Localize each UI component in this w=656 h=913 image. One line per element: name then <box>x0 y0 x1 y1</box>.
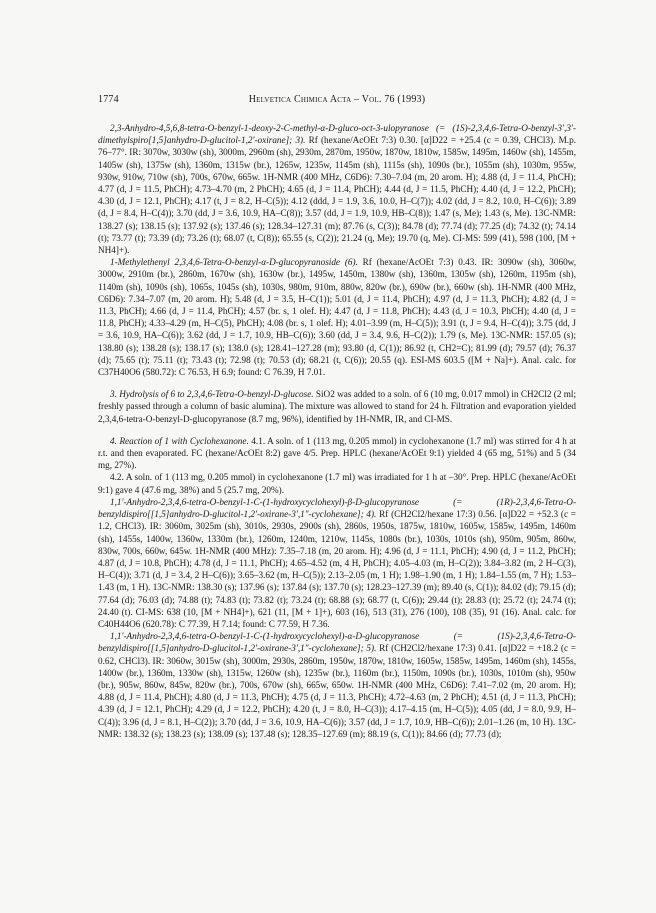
journal-running-title: Helvetica Chimica Acta – Vol. 76 (1993) <box>248 94 426 105</box>
paragraph-section-4-2 <box>98 471 576 495</box>
paragraph-compound-5 <box>98 630 576 740</box>
compound-title: 2,3-Anhydro-4,5,6,8-tetra-O-benzyl-1-deoxy-2-C-methyl-α-D-gluco-oct-3-ulopyranose (= (1S)-2,3,4,6-Tetra-O-benzyl-3′,3′-dimethylspiro[1,5]anhydro-D-glucitol-1,2′-oxirane]; 3). <box>98 123 576 146</box>
paragraph-text: Rf (CH2Cl2/hexane 17:3) 0.56. [α]D22 = +52.3 (c = 1.2, CHCl3). IR: 3060m, 3025m (sh), 3010s, 2930s, 2900s (sh), 2860s, 1950s, 1875w, 1810w, 1605w, 1585w, 1495m, 1460m (sh), 1455s, 1400w, 1360w, 1330m (br.), 1260m, 1240m, 1210w, 1145s, 1080s (br.), 1030s, 1010s (sh), 950m, 905m, 860w, 830w, 700s, 660w, 645w. 1H-NMR (400 MHz): 7.35–7.18 (m, 20 arom. H); 4.96 (d, J = 11.1, PhCH); 4.90 (d, J = 11.2, PhCH); 4.87 (d, J = 10.8, PhCH); 4.78 (d, J = 11.1, PhCH); 4.65–4.52 (m, 4 H, PhCH); 4.05–4.03 (m, H–C(2)); 3.84–3.82 (m, 2 H–C(3), H–C(4)); 3.71 (d, J = 3.4, 2 H–C(6)); 3.65–3.62 (m, H–C(5)); 2.13–2.05 (m, 1 H); 1.98–1.90 (m, 1 H); 1.84–1.55 (m, 7 H); 1.53–1.43 (m, 1 H). 13C-NMR: 138.30 (s); 137.96 (s); 137.84 (s); 137.70 (s); 128.23–127.39 (m); 89.40 (s, C(1)); 84.02 (d); 79.15 (d); 77.64 (d); 76.03 (d); 74.88 (t); 74.83 (t); 73.82 (t); 73.24 (t); 68.88 (s); 68.77 (t, C(6)); 29.44 (t); 28.83 (t); 25.72 (t); 24.74 (t); 24.40 (t). CI-MS: 638 (10, [M + NH4]+), 621 (11, [M + 1]+), 603 (16), 513 (31), 276 (100), 108 (35), 91 (16). Anal. calc. for C40H44O6 (620.78): C 77.39, H 7.14; found: C 77.59, H 7.36. <box>98 509 576 629</box>
paragraph-section-4 <box>98 435 576 472</box>
paragraph-section-3 <box>98 388 576 425</box>
article-body <box>98 122 576 740</box>
paragraph-compound-4 <box>98 496 576 630</box>
section-title: 4. Reaction of 1 with Cyclohexanone. <box>110 435 249 446</box>
paragraph-compound-6 <box>98 256 576 378</box>
compound-title: 1,1′-Anhydro-2,3,4,6-tetra-O-benzyl-1-C-(1-hydroxycyclohexyl)-α-D-glucopyranose (= (1S)-2,3,4,6-Tetra-O-benzyldispiro[[1,5]anhydro-D-glucitol-1,2′-oxirane-3′,1″-cyclohexane]; 5). <box>98 631 576 654</box>
paragraph-text: Rf (CH2Cl2/hexane 17:3) 0.41. [α]D22 = +18.2 (c = 0.62, CHCl3). IR: 3060w, 3015w (sh), 3000m, 2930s, 2860m, 1950w, 1870w, 1810w, 1605w, 1585w, 1495m, 1460m (sh), 1455s, 1400w (br.), 1360m, 1330w (sh), 1315w, 1260w (sh), 1235w (br.), 1160m (br.), 1150m, 1090s (br.), 1030s, 1010m (sh), 950w (br.), 905w, 860w, 845w, 820w (br.), 700s, 670w (sh), 665w, 650w. 1H-NMR (400 MHz, C6D6): 7.41–7.02 (m, 20 arom. H); 4.88 (d, J = 11.4, PhCH); 4.80 (d, J = 11.3, PhCH); 4.75 (d, J = 11.3, PhCH); 4.72–4.63 (m, 2 PhCH); 4.51 (d, J = 11.3, PhCH); 4.39 (d, J = 12.1, PhCH); 4.29 (d, J = 12.2, PhCH); 4.20 (t, J = 8.0, H–C(3)); 4.17–4.15 (m, H–C(5)); 4.05 (dd, J = 8.0, 9.9, H–C(4)); 3.96 (d, J = 8.1, H–C(2)); 3.70 (dd, J = 3.6, 10.9, HA–C(6)); 3.57 (dd, J = 1.7, 10.9, HB–C(6)); 2.01–1.26 (m, 10 H). 13C-NMR: 138.32 (s); 138.23 (s); 138.09 (s); 137.48 (s); 128.35–127.69 (m); 88.19 (s, C(1)); 84.66 (d); 77.73 (d); <box>98 643 576 739</box>
compound-title: 1,1′-Anhydro-2,3,4,6-tetra-O-benzyl-1-C-(1-hydroxycyclohexyl)-β-D-glucopyranose (= (1R)-2,3,4,6-Tetra-O-benzyldispiro[[1,5]anhydro-D-glucitol-1,2′-oxirane-3′,1″-cyclohexane]; 4). <box>98 496 576 520</box>
section-title: 3. Hydrolysis of 6 to 2,3,4,6-Tetra-O-benzyl-D-glucose. <box>110 389 314 400</box>
paragraph-text: Rf (hexane/AcOEt 7:3) 0.43. IR: 3090w (sh), 3060w, 3000w, 2910m (br.), 2860m, 1670w (sh), 1630w (br.), 1495w, 1450m, 1380w (sh), 1360m, 1305w (sh), 1260m, 1195m (sh), 1140m (sh), 1090s (sh), 1065s, 1045s (sh), 1030s, 980m, 910m, 880w, 820w (br.), 690w (br.), 660w (sh). 1H-NMR (400 MHz, C6D6): 7.34–7.07 (m, 20 arom. H); 5.48 (d, J = 3.5, H–C(1)); 5.01 (d, J = 11.4, PhCH); 4.97 (d, J = 11.3, PhCH); 4.82 (d, J = 11.3, PhCH); 4.66 (d, J = 11.4, PhCH); 4.57 (br. s, 1 olef. H); 4.47 (d, J = 11.8, PhCH); 4.43 (d, J = 10.3, PhCH); 4.40 (d, J = 11.8, PhCH); 4.33–4.29 (m, H–C(5), PhCH); 4.08 (br. s, 1 olef. H); 4.01–3.99 (m, H–C(5)); 3.91 (t, J = 9.4, H–C(4)); 3.75 (dd, J = 3.6, 10.9, HA–C(6)); 3.62 (dd, J = 1.7, 10.9, HB–C(6)); 3.60 (dd, J = 3.4, 9.6, H–C(2)); 1.79 (s, Me). 13C-NMR: 157.05 (s); 138.80 (s); 138.28 (s); 138.17 (s); 138.0 (s); 128.41–127.28 (m); 93.80 (d, C(1)); 86.92 (t, CH2=C); 81.99 (d); 79.57 (d); 76.37 (d); 75.65 (t); 75.11 (t); 73.43 (t); 72.98 (t); 70.53 (d); 68.21 (t, C(6)); 20.55 (q). ESI-MS 603.5 ([M + Na]+). Anal. calc. for C37H40O6 (580.72): C 76.53, H 6.9; found: C 76.39, H 7.01. <box>98 257 577 378</box>
paragraph-text: SiO2 was added to a soln. of 6 (10 mg, 0.017 mmol) in CH2Cl2 (2 ml; freshly passed through a column of basic alumina). The mixture was allowed to stand for 24 h. Filtration and evaporation yielded 2,3,4,6-tetra-O-benzyl-D-glucopyranose (8.7 mg, 96%), identified by 1H-NMR, IR, and CI-MS. <box>98 389 576 424</box>
compound-title: 1-Methylethenyl 2,3,4,6-Tetra-O-benzyl-α-D-glucopyranoside (6). <box>110 257 358 268</box>
paragraph-text: Rf (hexane/AcOEt 7:3) 0.30. [α]D22 = +25.4 (c = 0.39, CHCl3). M.p. 76–77°. IR: 3070w, 3030w (sh), 3000m, 2960m (sh), 2930m, 2870m, 1950w, 1870w, 1810w, 1585w, 1495m, 1460w (sh), 1455m, 1405w (sh), 1375w (sh), 1360m, 1315w (br.), 1265w, 1235w, 1145m (sh), 1115s (sh), 1090s (br.), 1055m (sh), 1030m, 955w, 930w, 910w, 710w (sh), 700s, 670w, 665w. 1H-NMR (400 MHz, C6D6): 7.30–7.04 (m, 20 arom. H); 4.88 (d, J = 11.4, PhCH); 4.77 (d, J = 11.5, PhCH); 4.73–4.70 (m, 2 PhCH); 4.65 (d, J = 11.4, PhCH); 4.44 (d, J = 11.5, PhCH); 4.40 (d, J = 12.2, PhCH); 4.30 (d, J = 12.1, PhCH); 4.17 (t, J = 8.2, H–C(5)); 4.12 (ddd, J = 1.9, 3.6, 10.0, H–C(7)); 4.02 (dd, J = 8.2, 10.0, H–C(6)); 3.89 (d, J = 8.4, H–C(4)); 3.70 (dd, J = 3.6, 10.9, HA–C(8)); 3.57 (dd, J = 1.9, 10.9, HB–C(8)); 1.47 (s, Me); 1.43 (s, Me). 13C-NMR: 138.27 (s); 138.15 (s); 137.92 (s); 137.46 (s); 128.34–127.31 (m); 87.76 (s, C(3)); 84.78 (d); 77.74 (d); 77.25 (d); 74.32 (t); 74.14 (t); 73.77 (t); 73.39 (d); 73.26 (t); 68.07 (t, C(8)); 65.55 (s, C(2)); 21.24 (q, Me); 19.70 (q, Me). CI-MS: 599 (41), 598 (100, [M + NH4]+). <box>98 135 576 256</box>
paragraph-compound-3 <box>98 122 576 256</box>
paragraph-text: 4.2. A soln. of 1 (113 mg, 0.205 mmol) in cyclohexanone (1.7 ml) was irradiated for 1 h at –30°. Prep. HPLC (hexane/AcOEt 9:1) gave 4 (47.6 mg, 38%) and 5 (25.7 mg, 20%). <box>98 472 576 495</box>
page-header <box>98 94 576 108</box>
page-number: 1774 <box>98 94 119 105</box>
paragraph-text: 4.1. A soln. of 1 (113 mg, 0.205 mmol) in cyclohexanone (1.7 ml) was stirred for 4 h at r.t. and then evaporated. FC (hexane/AcOEt 8:2) gave 4/5. Prep. HPLC (hexane/AcOEt 9:1) yielded 4 (65 mg, 51%) and 5 (34 mg, 27%). <box>98 435 576 471</box>
